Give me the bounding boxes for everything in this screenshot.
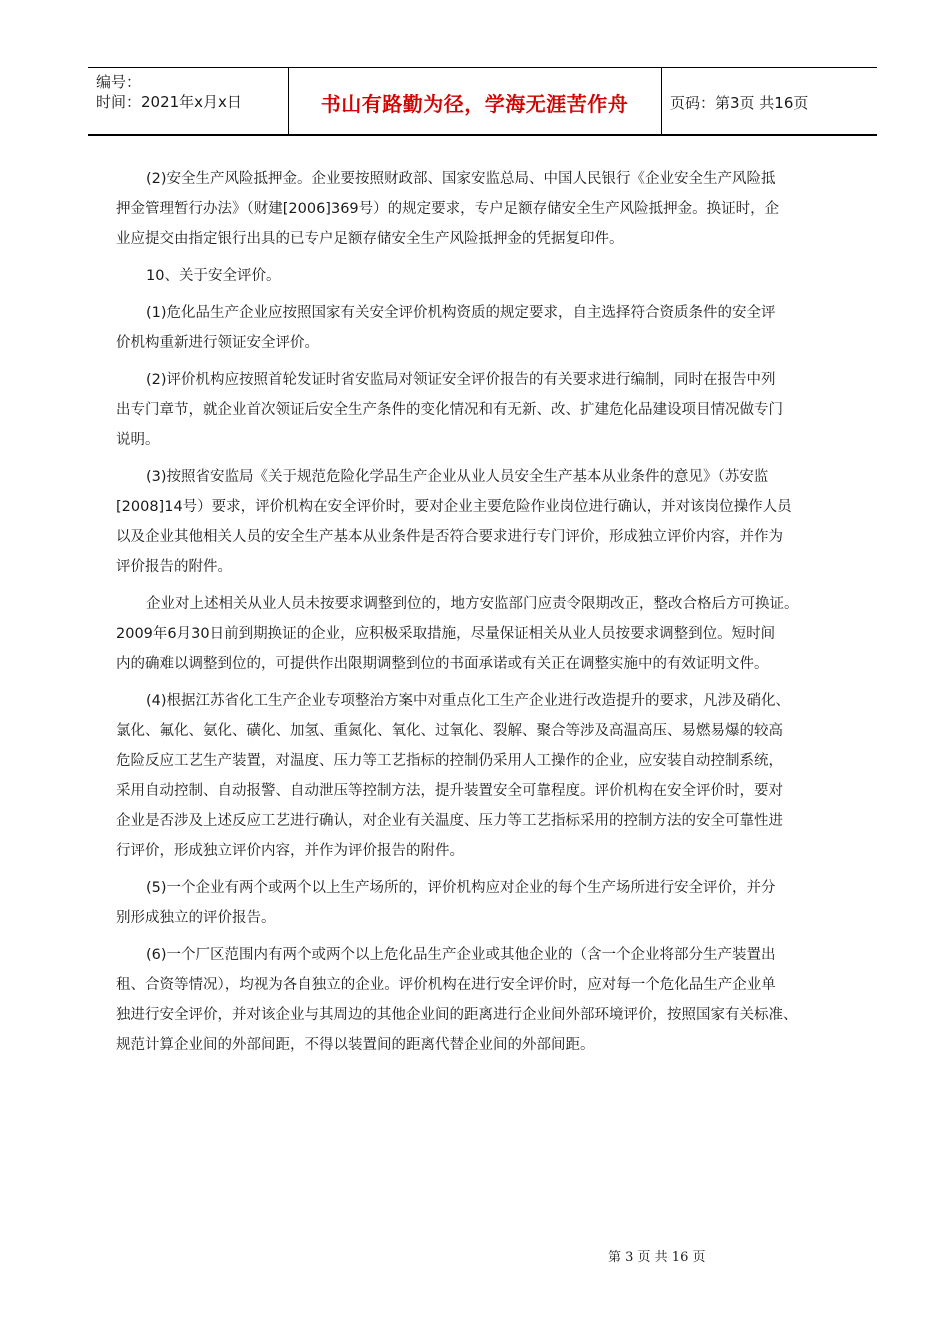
paragraph — [116, 365, 856, 455]
paragraph — [116, 462, 856, 582]
paragraph-line: 以及企业其他相关人员的安全生产基本从业条件是否符合要求进行专门评价，形成独立评价内容，并作为 — [116, 529, 783, 545]
header-page-info: 页码：第3页 共16页 — [670, 94, 809, 112]
paragraph — [116, 686, 856, 866]
paragraph-line: (2)安全生产风险抵押金。企业要按照财政部、国家安监总局、中国人民银行《企业安全生产风险抵 — [146, 171, 776, 187]
paragraph-line: 规范计算企业间的外部间距，不得以装置间的距离代替企业间的外部间距。 — [116, 1037, 595, 1053]
paragraph-line: 出专门章节，就企业首次领证后安全生产条件的变化情况和有无新、改、扩建危化品建设项目情况做专门 — [116, 402, 783, 418]
paragraph-line: 价机构重新进行领证安全评价。 — [116, 335, 319, 351]
paragraph — [116, 298, 856, 358]
paragraph-line: 氯化、氟化、氨化、磺化、加氢、重氮化、氧化、过氧化、裂解、聚合等涉及高温高压、易燃易爆的较高 — [116, 723, 783, 739]
paragraph — [116, 589, 856, 679]
paragraph-line: 租、合资等情况），均视为各自独立的企业。评价机构在进行安全评价时，应对每一个危化品生产企业单 — [116, 977, 776, 993]
paragraph — [116, 873, 856, 933]
paragraph-line: 2009年6月30日前到期换证的企业，应积极采取措施，尽量保证相关从业人员按要求调整到位。短时间 — [116, 626, 776, 642]
header-rule-bottom — [88, 134, 877, 136]
footer-page-number: 第 3 页 共 16 页 — [608, 1250, 706, 1265]
paragraph-line: 别形成独立的评价报告。 — [116, 910, 276, 926]
paragraph-line: [2008]14号）要求，评价机构在安全评价时，要对企业主要危险作业岗位进行确认，并对该岗位操作人员 — [116, 499, 792, 515]
paragraph-line: (6)一个厂区范围内有两个或两个以上危化品生产企业或其他企业的（含一个企业将部分生产装置出 — [146, 947, 776, 963]
paragraph-line: 企业对上述相关从业人员未按要求调整到位的，地方安监部门应责令限期改正，整改合格后方可换证。 — [146, 596, 799, 612]
paragraph-line: 10、关于安全评价。 — [146, 268, 281, 284]
paragraph-line: 说明。 — [116, 432, 160, 448]
paragraph — [116, 940, 856, 1060]
header-divider-right — [661, 67, 662, 135]
header-motto: 书山有路勤为径，学海无涯苦作舟 — [320, 92, 629, 116]
paragraph — [116, 164, 856, 254]
document-body — [116, 164, 856, 1067]
paragraph-line: 危险反应工艺生产装置，对温度、压力等工艺指标的控制仍采用人工操作的企业，应安装自动控制系统， — [116, 753, 783, 769]
paragraph-line: (2)评价机构应按照首轮发证时省安监局对领证安全评价报告的有关要求进行编制，同时在报告中列 — [146, 372, 776, 388]
paragraph-line: (1)危化品生产企业应按照国家有关安全评价机构资质的规定要求，自主选择符合资质条件的安全评 — [146, 305, 776, 321]
paragraph-line: 采用自动控制、自动报警、自动泄压等控制方法，提升装置安全可靠程度。评价机构在安全评价时，要对 — [116, 783, 783, 799]
header-rule-top — [88, 67, 877, 68]
code-label: 编号： — [96, 73, 142, 91]
paragraph-line: 评价报告的附件。 — [116, 559, 232, 575]
paragraph — [116, 261, 856, 291]
paragraph-line: (4)根据江苏省化工生产企业专项整治方案中对重点化工生产企业进行改造提升的要求，凡涉及硝化、 — [146, 693, 791, 709]
paragraph-line: 独进行安全评价，并对该企业与其周边的其他企业间的距离进行企业间外部环境评价，按照国家有关标准、 — [116, 1007, 798, 1023]
paragraph-line: 内的确难以调整到位的，可提供作出限期调整到位的书面承诺或有关正在调整实施中的有效证明文件。 — [116, 656, 769, 672]
time-label: 时间：2021年x月x日 — [96, 93, 242, 111]
paragraph-line: 企业是否涉及上述反应工艺进行确认，对企业有关温度、压力等工艺指标采用的控制方法的安全可靠性进 — [116, 813, 783, 829]
paragraph-line: 业应提交由指定银行出具的已专户足额存储安全生产风险抵押金的凭据复印件。 — [116, 231, 624, 247]
paragraph-line: 押金管理暂行办法》（财建[2006]369号）的规定要求，专户足额存储安全生产风险抵押金。换证时，企 — [116, 201, 780, 217]
paragraph-line: (3)按照省安监局《关于规范危险化学品生产企业从业人员安全生产基本从业条件的意见》（苏安监 — [146, 469, 769, 485]
paragraph-line: (5)一个企业有两个或两个以上生产场所的，评价机构应对企业的每个生产场所进行安全评价，并分 — [146, 880, 776, 896]
header-left — [96, 72, 242, 112]
paragraph-line: 行评价，形成独立评价内容，并作为评价报告的附件。 — [116, 843, 464, 859]
